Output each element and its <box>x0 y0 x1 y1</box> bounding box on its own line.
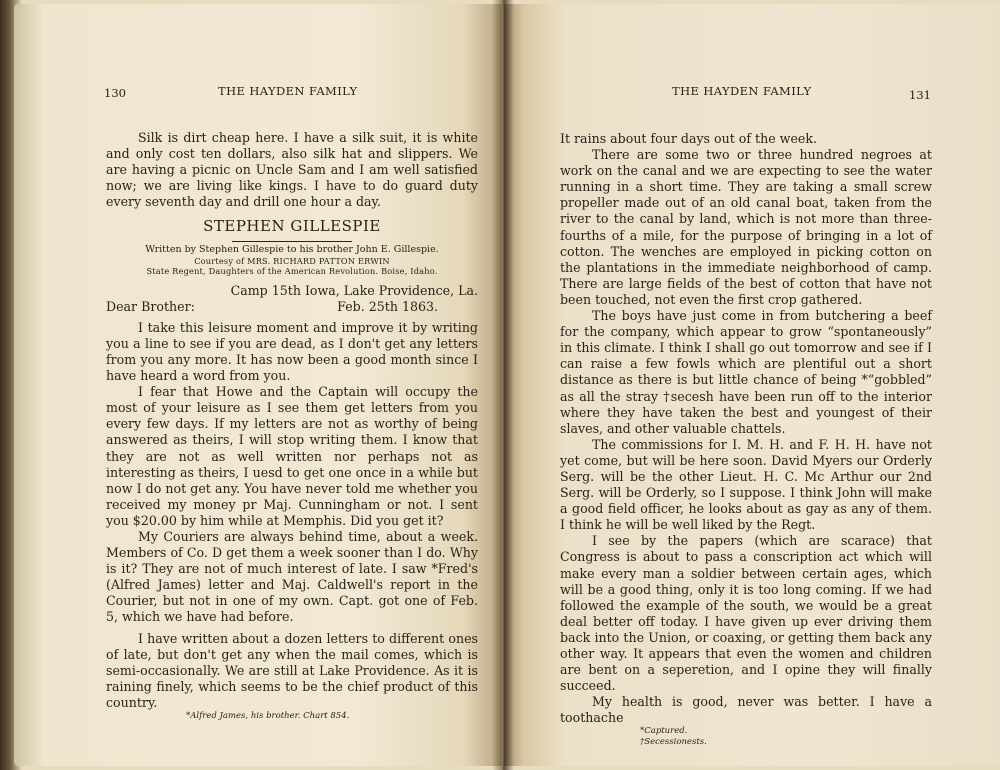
paragraph: The boys have just come in from butchering a beef for the company, which appear to grow “spontaneously” in this climate. I think I shall go out tomorrow and see if I can raise a few fowls which are plentiful out a short distance as there is but little chance of being *“gobbled” as all the stray †secesh have been run off to the interior where they have taken the best and youngest of their slaves, and other valuable chattels. <box>560 308 932 436</box>
page-number: 131 <box>909 88 931 102</box>
right-page-text <box>560 131 932 747</box>
book-gutter <box>492 0 514 770</box>
heading-rule <box>232 241 352 242</box>
paragraph: The commissions for I. M. H. and F. H. H. have not yet come, but will be here soon. David Myers our Orderly Serg. will be the other Lieut. H. C. Mc Arthur our 2nd Serg. will be Orderly, so I suppose. I think John will make a good field officer, he looks about as gay as any of them. I think he will be well liked by the Regt. <box>560 436 932 533</box>
salutation-row <box>106 299 478 315</box>
page-number: 130 <box>104 86 126 100</box>
paragraph: Silk is dirt cheap here. I have a silk suit, it is white and only cost ten dollars, also silk hat and slippers. We are having a picnic on Uncle Sam and I am well satisfied now; we are living like kings. I have to do guard duty every seventh day and drill one hour a day. <box>106 130 478 210</box>
footnote: *Alfred James, his brother. Chart 854. <box>186 711 350 721</box>
paragraph: There are some two or three hundred negroes at work on the canal and we are expecting to see the water running in a short time. They are taking a small screw propeller made out of an old canal boat, taken from the river to the canal by land, which is not more than three-fourths of a mile, for the purpose of bringing in a lot of cotton. The wenches are employed in picking cotton on the plantations in the immediate neighborhood of camp. There are large fields of the best of cotton that have not been touched, not even the first crop gathered. <box>560 147 932 307</box>
paragraph: It rains about four days out of the week. <box>560 131 817 146</box>
paragraph: My health is good, never was better. I have a toothache <box>560 694 932 726</box>
byline: Written by Stephen Gillespie to his brother John E. Gillespie. <box>145 243 439 255</box>
salutation: Dear Brother: <box>106 298 195 314</box>
courtesy-line: State Regent, Daughters of the American Revolution. Boise, Idaho. <box>146 266 438 277</box>
footnote: †Secessionests. <box>640 736 707 747</box>
paragraph: I have written about a dozen letters to different ones of late, but don't get any when the mail comes, which is semi-occasionally. We are still at Lake Providence. As it is raining finely, which seems to be the chief product of this country. <box>106 630 478 710</box>
paragraph: I take this leisure moment and improve it by writing you a line to see if you are dead, as I don't get any letters from you any more. It has now been a good month since I have heard a word from you. <box>106 319 478 384</box>
paragraph: My Couriers are always behind time, about a week. Members of Co. D get them a week sooner than I do. Why is it? They are not of much interest of late. I saw *Fred's (Alfred James) letter and Maj. Caldwell's report in the Courier, but not in one of my own. Capt. got one of Feb. 5, which we have had before. <box>106 528 478 625</box>
right-page <box>504 4 1000 766</box>
paragraph: I see by the papers (which are scarace) that Congress is about to pass a conscription act which will make every man a soldier between certain ages, which will be a good thing, only it is too long coming. If we had followed the example of the south, we would be a great deal better off today. I have given up ever driving them back into the Union, or coaxing, or getting them back any other way. It appears that even the women and children are bent on a seperetion, and I opine they will finally succeed. <box>560 533 932 694</box>
paragraph: I fear that Howe and the Captain will occupy the most of your leisure as I see them get letters from you every few days. If my letters are not as worthy of being answered as theirs, I will stop writing them. I know that they are not as well written nor perhaps not as interesting as theirs, I uesd to get one once in a while but now I do not get any. You have never told me whether you received my money pr Maj. Cunningham or not. I sent you $20.00 by him while at Memphis. Did you get it? <box>106 384 478 528</box>
section-heading: STEPHEN GILLESPIE <box>203 217 381 236</box>
left-page <box>14 4 502 766</box>
running-head: THE HAYDEN FAMILY <box>218 84 358 98</box>
footnote: *Captured. <box>640 726 688 737</box>
dateline-place: Camp 15th Iowa, Lake Providence, La. <box>230 282 478 298</box>
left-page-text <box>106 130 478 722</box>
courtesy-line: Courtesy of MRS. RICHARD PATTON ERWIN <box>194 255 390 266</box>
dateline-date: Feb. 25th 1863. <box>337 298 438 314</box>
running-head: THE HAYDEN FAMILY <box>672 84 812 98</box>
